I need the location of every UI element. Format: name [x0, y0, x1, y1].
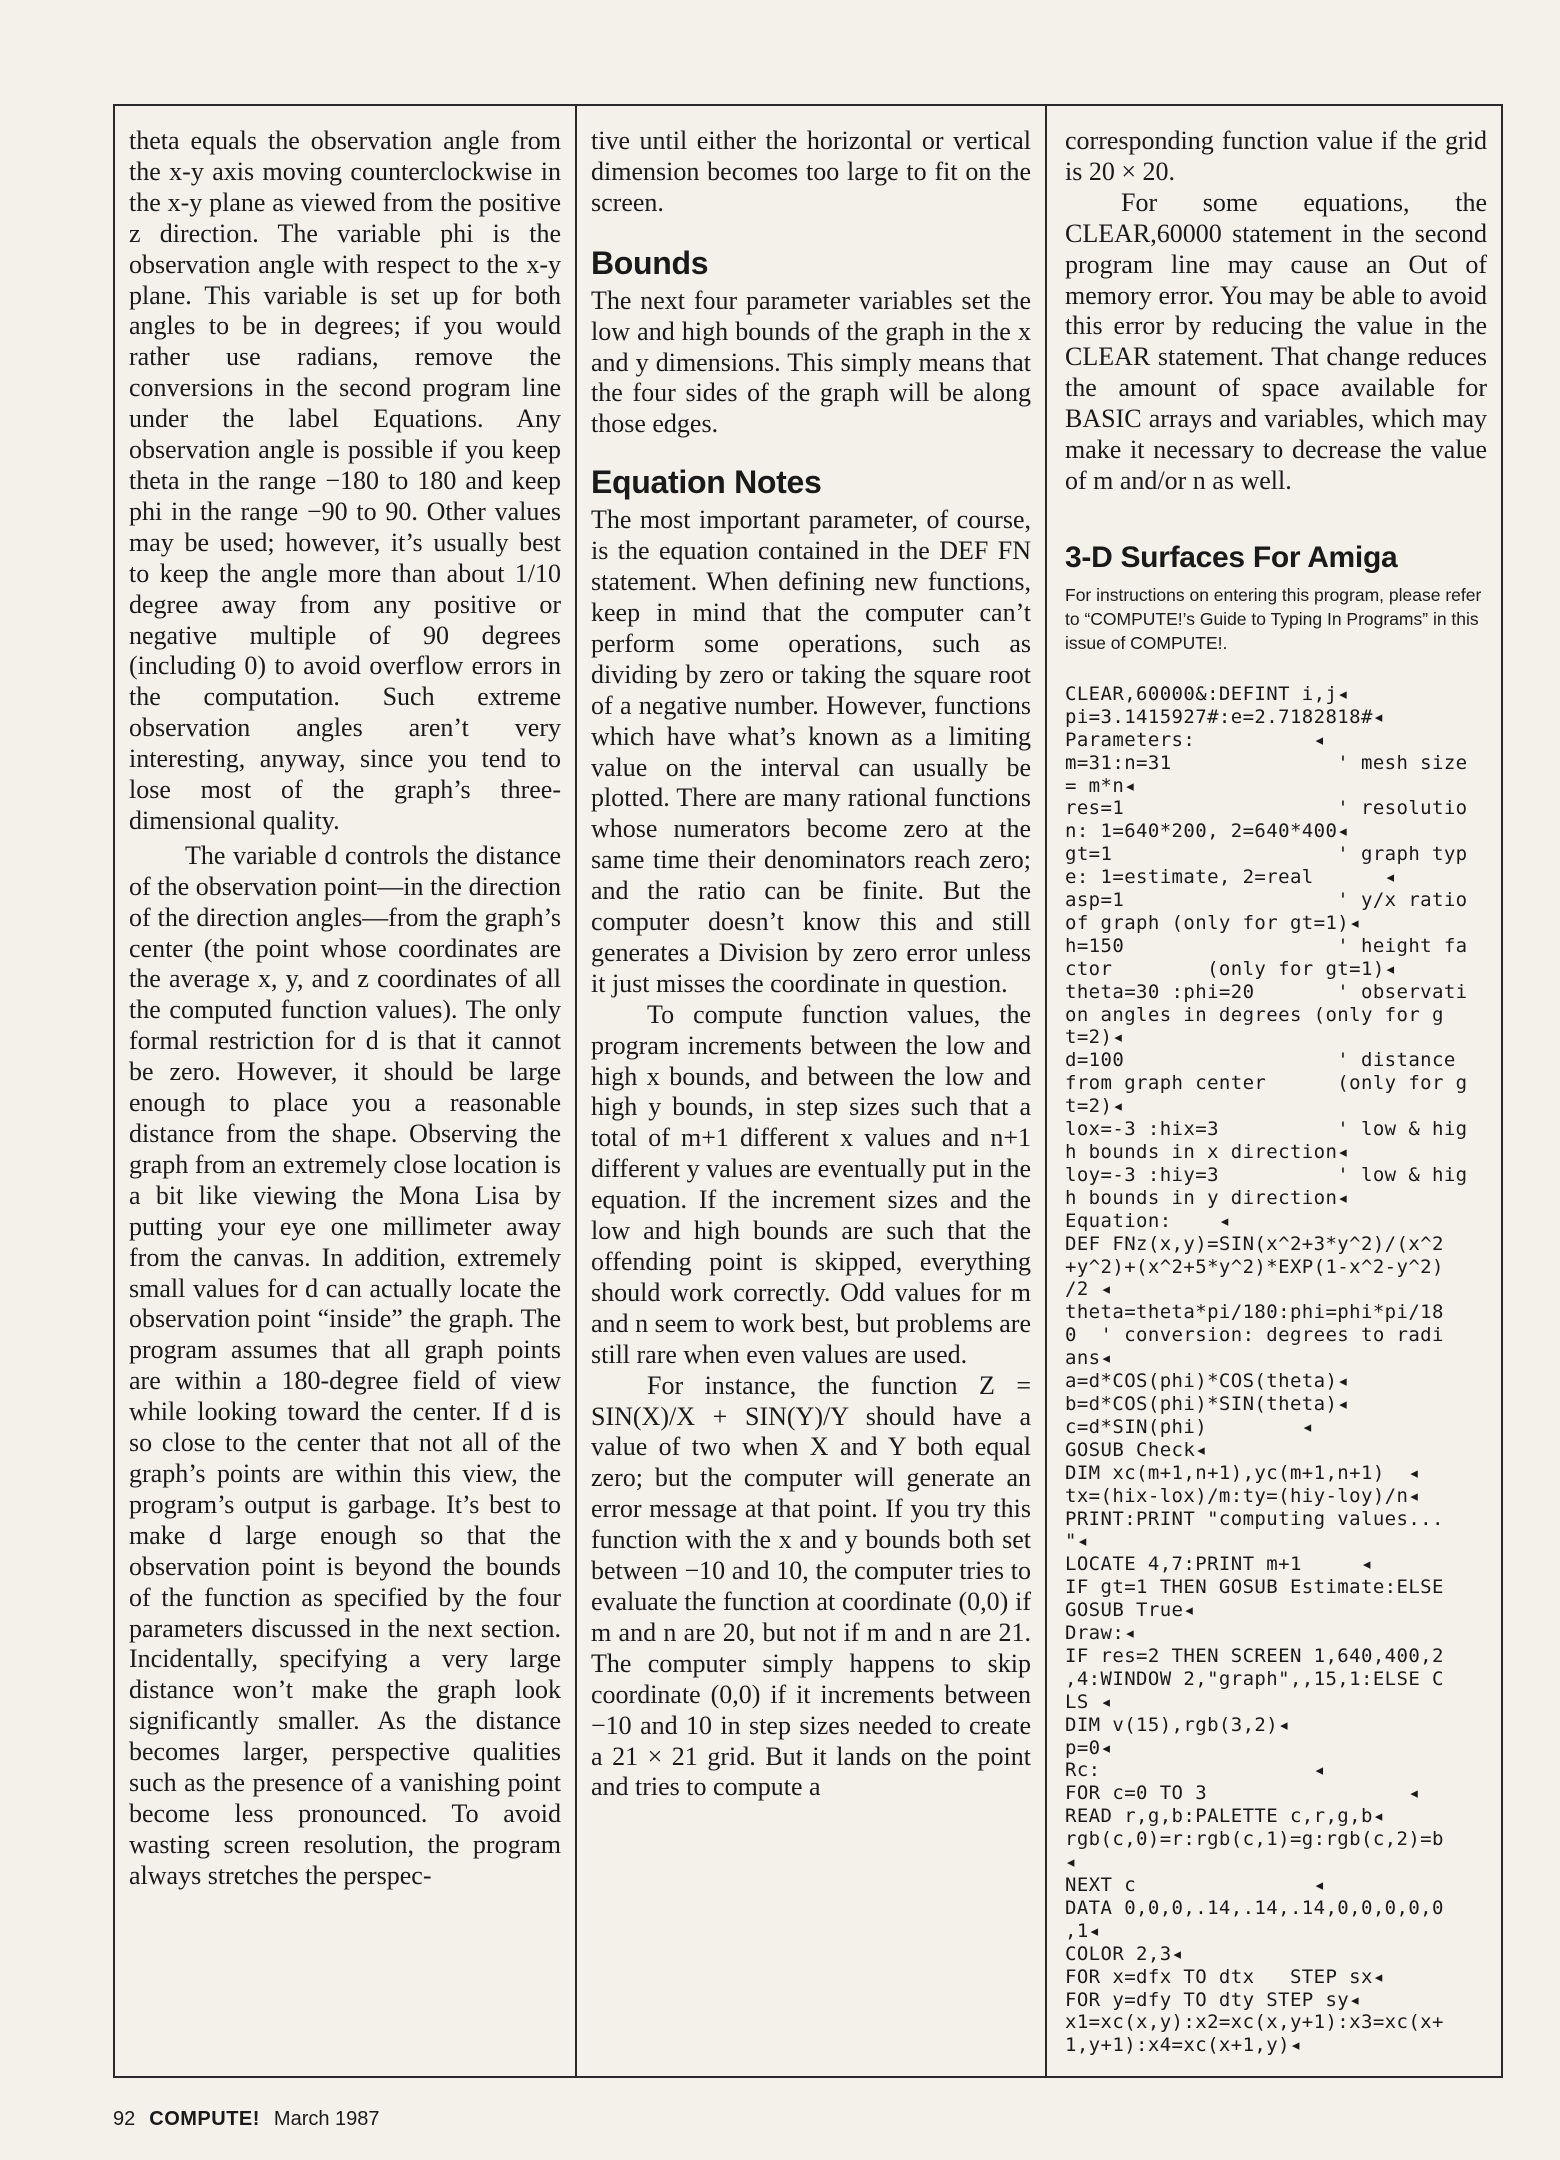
- paragraph: To compute function values, the program increments between the low and high x bounds, and between the low and high y bounds, in step sizes such that a total of m+1 different x values and n+1 different y values are eventually put in the equation. If the increment sizes and the low and high bounds are such that the offending point is skipped, everything should work correctly. Odd values for m and n seem to work best, but problems are still rare when even values are used.: [591, 999, 1031, 1369]
- magazine-name: COMPUTE!: [149, 2108, 260, 2130]
- magazine-page: [113, 104, 1503, 2078]
- section-heading-bounds: Bounds: [591, 244, 709, 281]
- column-3: [1047, 106, 1501, 2076]
- paragraph: For some equations, the CLEAR,60000 statement in the second program line may cause an Out of memory error. You may be able to avoid this error by reducing the value in the CLEAR statement. That change reduces the amount of space available for BASIC arrays and variables, which may make it necessary to decrease the value of m and/or n as well.: [1065, 187, 1487, 495]
- column-1: [115, 106, 577, 2076]
- program-title: 3-D Surfaces For Amiga: [1065, 540, 1398, 574]
- paragraph: For instance, the function Z = SIN(X)/X + SIN(Y)/Y should have a value of two when X and Y both equal zero; but the computer will generate an error message at that point. If you try this function with the x and y bounds both set between −10 and 10, the computer tries to evaluate the function at coordinate (0,0) if m and n are 20, but not if m and n are 21. The computer simply happens to skip coordinate (0,0) if it increments between −10 and 10 in step sizes needed to create a 21 × 21 grid. But it lands on the point and tries to compute a: [591, 1370, 1031, 1802]
- paragraph: theta equals the observation angle from the x-y axis moving counterclockwise in the x-y plane as viewed from the positive z direction. The variable phi is the observation angle with respect to the x-y plane. This variable is set up for both angles to be in degrees; if you would rather use radians, remove the conversions in the second program line under the label Equations. Any observation angle is possible if you keep theta in the range −180 to 180 and keep phi in the range −90 to 90. Other values may be used; however, it’s usually best to keep the angle more than about 1/10 degree away from any positive or negative multiple of 90 degrees (including 0) to avoid overflow errors in the computation. Such extreme observation angles aren’t very interesting, anyway, since you tend to lose most of the graph’s three-dimensional quality.: [129, 126, 561, 835]
- section-heading-equation-notes: Equation Notes: [591, 464, 822, 501]
- paragraph: corresponding function value if the grid is 20 × 20.: [1065, 126, 1487, 186]
- column-2: [577, 106, 1047, 2076]
- paragraph: The variable d controls the distance of the observation point—in the direction of the direction angles—from the graph’s center (the point whose coordinates are the average x, y, and z coordinates of all the computed function values). The only formal restriction for d is that it cannot be zero. However, it should be large enough to place you a reasonable distance from the shape. Observing the graph from an extremely close location is a bit like viewing the Mona Lisa by putting your eye one millimeter away from the canvas. In addition, extremely small values for d can actually locate the observation point “inside” the graph. The program assumes that all graph points are within a 180-degree field of view while looking toward the center. If d is so close to the center that not all of the graph’s points are within this view, the program’s output is garbage. It’s best to make d large enough so that the observation point is beyond the bounds of the function as specified by the four parameters discussed in the next section. Incidentally, specifying a very large distance won’t make the graph look significantly smaller. As the distance becomes larger, perspective qualities such as the presence of a vanishing point become less pronounced. To avoid wasting screen resolution, the program always stretches the perspec-: [129, 840, 561, 1890]
- page-footer: [113, 2108, 380, 2138]
- page-number: 92: [113, 2108, 136, 2130]
- program-instructions: For instructions on entering this program, please refer to “COMPUTE!’s Guide to Typing In Programs” in this issue of COMPUTE!.: [1065, 584, 1482, 653]
- paragraph: The most important parameter, of course, is the equation contained in the DEF FN statement. When defining new functions, keep in mind that the computer can’t perform some operations, such as dividing by zero or taking the square root of a negative number. However, functions which have what’s known as a limiting value on the interval can usually be plotted. There are many rational functions whose numerators become zero at the same time their denominators reach zero; and the ratio can be finite. But the computer doesn’t know this and still generates a Division by zero error unless it just misses the coordinate in question.: [591, 505, 1031, 998]
- paragraph: The next four parameter variables set the low and high bounds of the graph in the x and y dimensions. This simply means that the four sides of the graph will be along those edges.: [591, 285, 1031, 439]
- issue-date: March 1987: [273, 2108, 380, 2130]
- paragraph: tive until either the horizontal or vertical dimension becomes too large to fit on the screen.: [591, 126, 1031, 217]
- program-listing: CLEAR,60000&:DEFINT i,j◂ pi=3.1415927#:e=2.7182818#◂ Parameters: ◂ m=31:n=31 ' mesh size = m*n◂ res=1 ' resolutio n: 1=640*200, 2=640*400◂ gt=1 ' graph typ e: 1=estimate, 2=real ◂ asp=1 ' y/x ratio of graph (only for gt=1)◂ h=150 ' height fa ctor (only for gt=1)◂ theta=30 :phi=20 ' observati on angles in degrees (only for g t=2)◂ d=100 ' distance from graph center (only for g t=2)◂ lox=-3 :hix=3 ' low & hig h bounds in x direction◂ loy=-3 :hiy=3 ' low & hig h bounds in y direction◂ Equation: ◂ DEF FNz(x,y)=SIN(x^2+3*y^2)/(x^2 +y^2)+(x^2+5*y^2)*EXP(1-x^2-y^2) /2 ◂ theta=theta*pi/180:phi=phi*pi/18 0 ' conversion: degrees to radi ans◂ a=d*COS(phi)*COS(theta)◂ b=d*COS(phi)*SIN(theta)◂ c=d*SIN(phi) ◂ GOSUB Check◂ DIM xc(m+1,n+1),yc(m+1,n+1) ◂ tx=(hix-lox)/m:ty=(hiy-loy)/n◂ PRINT:PRINT "computing values... "◂ LOCATE 4,7:PRINT m+1 ◂ IF gt=1 THEN GOSUB Estimate:ELSE GOSUB True◂ Draw:◂ IF res=2 THEN SCREEN 1,640,400,2 ,4:WINDOW 2,"graph",,15,1:ELSE C LS ◂ DIM v(15),rgb(3,2)◂ p=0◂ Rc: ◂ FOR c=0 TO 3 ◂ READ r,g,b:PALETTE c,r,g,b◂ rgb(c,0)=r:rgb(c,1)=g:rgb(c,2)=b ◂ NEXT c ◂ DATA 0,0,0,.14,.14,.14,0,0,0,0,0 ,1◂ COLOR 2,3◂ FOR x=dfx TO dtx STEP sx◂ FOR y=dfy TO dty STEP sy◂ x1=xc(x,y):x2=xc(x,y+1):x3=xc(x+ 1,y+1):x4=xc(x+1,y)◂: [1065, 682, 1468, 2057]
